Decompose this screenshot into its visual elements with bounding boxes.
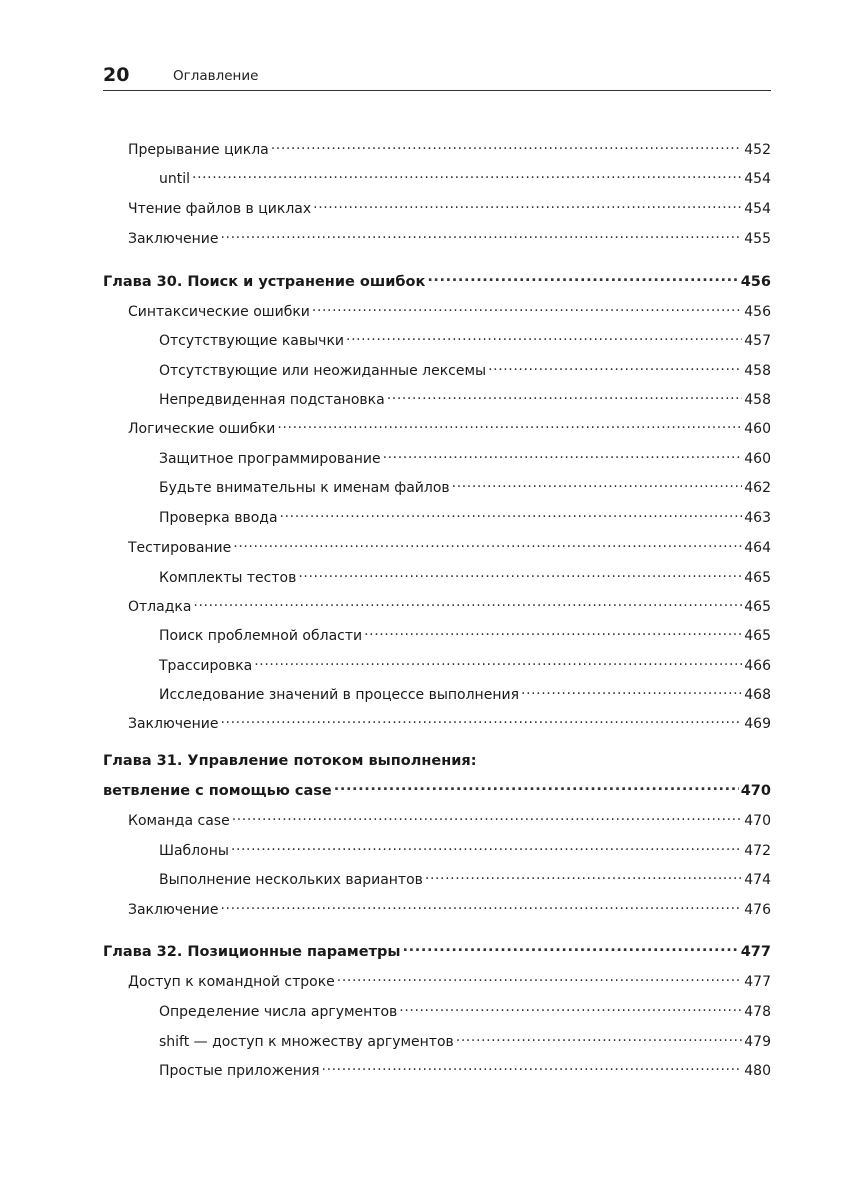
toc-entry (128, 593, 771, 615)
toc-entry-page: 455 (744, 231, 771, 247)
toc-entry (159, 445, 771, 467)
toc-entry-page: 464 (744, 540, 771, 556)
running-title: Оглавление (173, 68, 259, 84)
toc-entry-title: Доступ к командной строке (128, 974, 335, 990)
toc-entry (128, 534, 771, 556)
toc-entry (159, 474, 771, 496)
dot-leader (383, 445, 743, 463)
chapter-title: Глава 30. Поиск и устранение ошибок (103, 274, 426, 290)
toc-entry-title: Выполнение нескольких вариантов (159, 872, 423, 888)
toc-entry-title: Шаблоны (159, 843, 229, 859)
toc-entry-title: Отсутствующие или неожиданные лексемы (159, 363, 487, 379)
dot-leader (298, 564, 742, 582)
toc-entry-page: 470 (744, 813, 771, 829)
toc-entry (159, 837, 771, 859)
toc-entry (159, 357, 771, 379)
toc-entry-page: 465 (744, 599, 771, 615)
toc-entry-page: 468 (744, 687, 771, 703)
toc-chapter-32 (103, 938, 771, 960)
dot-leader (452, 474, 743, 492)
toc-entry-page: 479 (744, 1034, 771, 1050)
toc-entry (128, 298, 771, 320)
dot-leader (280, 504, 743, 522)
chapter-title: ветвление с помощью case (103, 783, 332, 799)
toc-entry-page: 474 (744, 872, 771, 888)
toc-entry (128, 968, 771, 990)
toc-entry-title: Проверка ввода (159, 510, 278, 526)
toc-entry (128, 896, 771, 918)
dot-leader (399, 998, 742, 1016)
toc-entry-title: Будьте внимательны к именам файлов (159, 480, 450, 496)
dot-leader (403, 938, 739, 956)
toc-entry (128, 710, 771, 732)
toc-entry (159, 1057, 771, 1079)
dot-leader (221, 896, 743, 914)
toc-entry-title: Определение числа аргументов (159, 1004, 398, 1020)
dot-leader (232, 807, 743, 825)
dot-leader (322, 1057, 743, 1075)
toc-entry-title: Чтение файлов в циклах (128, 201, 312, 217)
toc-entry-page: 478 (744, 1004, 771, 1020)
toc-chapter-31 (103, 777, 771, 799)
dot-leader (313, 195, 742, 213)
toc-entry-title: Простые приложения (159, 1063, 320, 1079)
toc-entry-title: Заключение (128, 902, 219, 918)
dot-leader (233, 534, 742, 552)
toc-entry (159, 681, 771, 703)
dot-leader (193, 593, 742, 611)
toc-entry (128, 415, 771, 437)
toc-entry-title: Трассировка (159, 658, 253, 674)
toc-entry-title: Логические ошибки (128, 421, 276, 437)
toc-entry-title: Отладка (128, 599, 192, 615)
dot-leader (427, 268, 738, 286)
dot-leader (312, 298, 742, 316)
toc-entry-page: 465 (744, 628, 771, 644)
toc-entry-page: 476 (744, 902, 771, 918)
toc-entry-title: Комплекты тестов (159, 570, 297, 586)
toc-entry-title: Защитное программирование (159, 451, 381, 467)
toc-entry-page: 456 (744, 304, 771, 320)
toc-entry (159, 504, 771, 526)
page-number: 20 (103, 64, 130, 86)
toc-entry-title: Непредвиденная подстановка (159, 392, 385, 408)
toc-entry-page: 458 (744, 363, 771, 379)
toc-entry (159, 386, 771, 408)
chapter-page: 470 (740, 783, 771, 799)
toc-entry (159, 1028, 771, 1050)
toc-entry-page: 465 (744, 570, 771, 586)
dot-leader (425, 866, 742, 884)
dot-leader (364, 622, 742, 640)
toc-entry-page: 454 (744, 171, 771, 187)
toc-entry (159, 564, 771, 586)
dot-leader (254, 652, 742, 670)
toc-entry-page: 454 (744, 201, 771, 217)
dot-leader (387, 386, 743, 404)
toc-entry-page: 466 (744, 658, 771, 674)
toc-entry (159, 652, 771, 674)
toc-entry-title: Прерывание цикла (128, 142, 269, 158)
toc-entry (128, 807, 771, 829)
toc-entry-title: Синтаксические ошибки (128, 304, 310, 320)
dot-leader (337, 968, 742, 986)
toc-entry-page: 460 (744, 421, 771, 437)
toc-chapter-30 (103, 268, 771, 290)
chapter-31-title-line1: Глава 31. Управление потоком выполнения: (103, 753, 477, 769)
dot-leader (271, 136, 743, 154)
toc-entry-title: Поиск проблемной области (159, 628, 363, 644)
page-header (103, 64, 771, 91)
toc-entry-title: Отсутствующие кавычки (159, 333, 345, 349)
toc-entry (128, 136, 771, 158)
toc-entry (159, 866, 771, 888)
dot-leader (334, 777, 739, 795)
toc-entry-title: Исследование значений в процессе выполнения (159, 687, 520, 703)
toc-entry-page: 460 (744, 451, 771, 467)
dot-leader (488, 357, 742, 375)
toc-entry (159, 327, 771, 349)
dot-leader (346, 327, 742, 345)
toc-entry-page: 452 (744, 142, 771, 158)
chapter-page: 477 (740, 944, 771, 960)
toc-entry-page: 462 (744, 480, 771, 496)
toc-entry-title: Заключение (128, 716, 219, 732)
dot-leader (192, 165, 742, 183)
toc-entry (128, 225, 771, 247)
toc-entry-title: shift — доступ к множеству аргументов (159, 1034, 454, 1050)
toc-entry-page: 469 (744, 716, 771, 732)
toc-entry-title: until (159, 171, 191, 187)
dot-leader (456, 1028, 742, 1046)
toc-entry-page: 480 (744, 1063, 771, 1079)
toc-entry-title: Команда case (128, 813, 230, 829)
toc-entry-page: 472 (744, 843, 771, 859)
toc-entry (128, 195, 771, 217)
toc-entry-page: 458 (744, 392, 771, 408)
toc-entry-page: 477 (744, 974, 771, 990)
toc-entry-page: 463 (744, 510, 771, 526)
toc-entry-title: Заключение (128, 231, 219, 247)
dot-leader (277, 415, 742, 433)
toc-entry (159, 622, 771, 644)
dot-leader (231, 837, 742, 855)
chapter-page: 456 (740, 274, 771, 290)
toc-entry-title: Тестирование (128, 540, 232, 556)
dot-leader (221, 710, 743, 728)
chapter-title: Глава 32. Позиционные параметры (103, 944, 401, 960)
dot-leader (521, 681, 742, 699)
toc-entry (159, 998, 771, 1020)
toc-entry (159, 165, 771, 187)
dot-leader (221, 225, 743, 243)
toc-entry-page: 457 (744, 333, 771, 349)
